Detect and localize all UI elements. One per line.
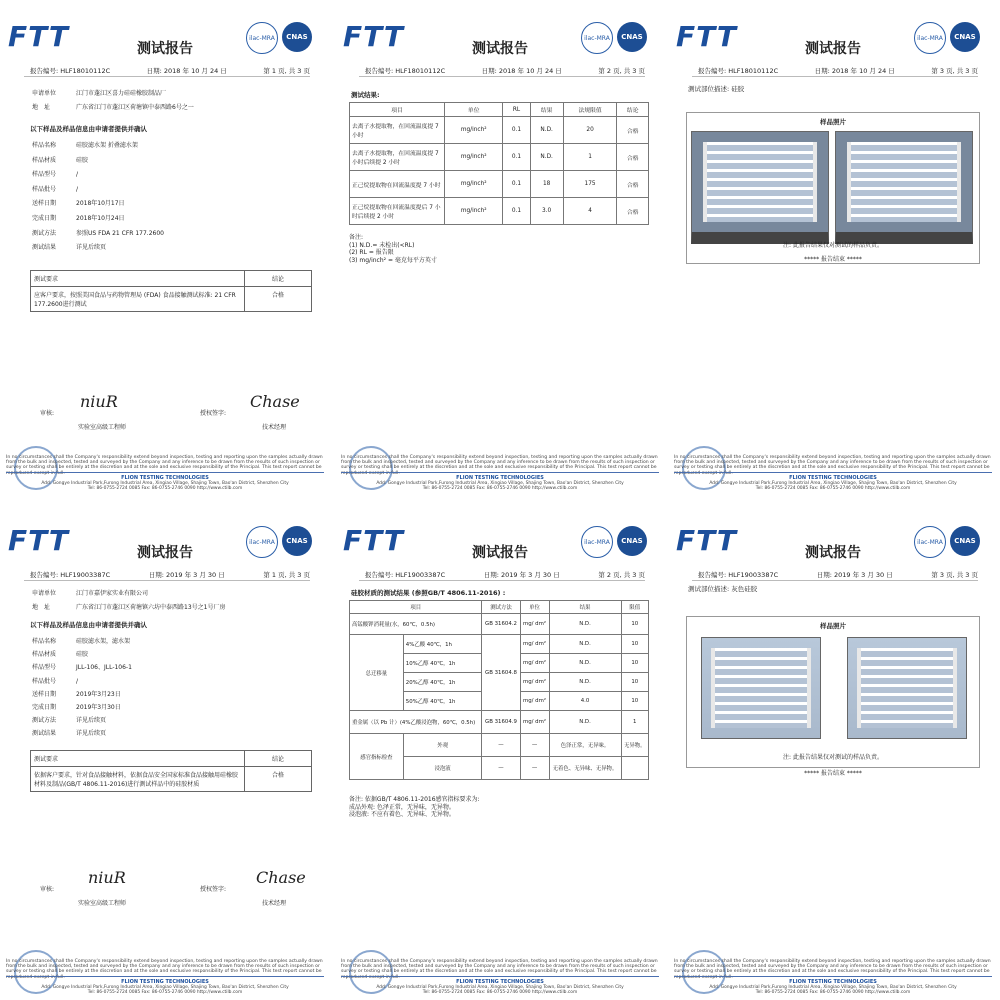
info-label: 送样日期 (32, 690, 57, 698)
table-cell: mg/ dm² (520, 635, 549, 654)
info-row (32, 649, 88, 658)
info-label: 送样日期 (32, 200, 57, 208)
table-cell: N.D. (549, 635, 621, 654)
table-cell: 10 (621, 635, 649, 654)
table-cell: 10%乙醇 40℃，1h (403, 654, 482, 673)
page-title: 测试报告 (137, 545, 193, 561)
conclusion-header: 结论 (245, 751, 312, 767)
info-label: 样品型号 (32, 664, 57, 672)
photo-title: 样品照片 (820, 118, 846, 126)
accreditation-marks (246, 22, 312, 54)
column-header: 单位 (520, 601, 549, 614)
table-cell: mg/ dm² (520, 692, 549, 711)
sample-photo-1 (701, 637, 821, 739)
table-cell: mg/inch² (445, 117, 503, 144)
table-row (350, 117, 649, 144)
company-contact: Tel: 86-0755-2724 0085 Fax: 86-0755-2746 0090 http://www.ctilb.com (422, 990, 578, 995)
company-name: FLION TESTING TECHNOLOGIES (121, 475, 209, 481)
info-value: 2018年10月24日 (76, 215, 125, 222)
report-meta (698, 570, 978, 579)
table-cell: N.D. (549, 654, 621, 673)
reviewer-signature: niuR (80, 392, 118, 411)
table-cell: 高锰酸钾消耗量(水，60℃，0.5h) (350, 614, 482, 635)
table-cell: 1 (621, 711, 649, 734)
table-cell: 正己烷提取物在回流温度提后 7 小时后续提 2 小时 (350, 198, 445, 225)
company-address: Add: Gongye Industrial Park,Furong Industrial Area, Xingiao Village, Shajing Town, Bao'an District, Shenzhen City (41, 481, 289, 486)
photo-caption: 注: 此报告结果仅对测试的样品负责。 (783, 242, 883, 249)
info-label: 样品名称 (32, 638, 57, 645)
info-value: 详见后续页 (76, 244, 107, 252)
column-header: 结果 (549, 601, 621, 614)
table-row (350, 635, 649, 654)
table-cell: mg/ dm² (520, 614, 549, 635)
ftt-logo: FTT (8, 20, 69, 53)
table-cell: mg/inch² (445, 198, 503, 225)
company-address: Add: Gongye Industrial Park,Furong Industrial Area, Xingiao Village, Shajing Town, Bao'an District, Shenzhen City (376, 481, 624, 486)
ftt-logo: FTT (8, 524, 69, 557)
column-header: 法规限值 (563, 103, 617, 117)
test-part: 测试部位描述: 硅胶 (688, 85, 745, 93)
info-value: 硅胶滤水架 折叠滤水架 (76, 142, 138, 149)
report-date: 日期: 2019 年 3 月 30 日 (483, 571, 560, 579)
table-cell: — (482, 757, 520, 780)
company-contact: Tel: 86-0755-2724 0085 Fax: 86-0755-2746 0090 http://www.ctilb.com (755, 486, 911, 491)
page-title: 测试报告 (472, 41, 528, 57)
table-cell: GB 31604.9 (482, 711, 520, 734)
report-meta (365, 66, 645, 75)
info-label: 完成日期 (32, 704, 57, 711)
address-row (32, 102, 194, 111)
section-heading: 以下样品及样品信息由申请者提供并确认 (30, 125, 147, 133)
info-row (32, 715, 106, 724)
divider (359, 76, 645, 77)
info-value: 详见后续页 (76, 717, 107, 725)
page-number: 第 3 页, 共 3 页 (931, 67, 978, 75)
address-value: 广东省江门市蓬江区荷塘镇六坊中泰西路13号之1号厂房 (76, 604, 226, 611)
requirement-table (30, 270, 312, 312)
notes (349, 234, 437, 264)
page-number: 第 3 页, 共 3 页 (931, 571, 978, 579)
column-header: RL (503, 103, 530, 117)
info-value: / (76, 171, 79, 179)
page-number: 第 2 页, 共 3 页 (598, 67, 645, 75)
note-line: 备注: 依据GB/T 4806.11-2016感官指标要求为: (349, 796, 480, 803)
column-header: 结果 (530, 103, 563, 117)
req-header: 测试要求 (31, 271, 245, 287)
info-row (32, 636, 130, 645)
info-label: 测试结果 (32, 730, 57, 738)
ftt-logo: FTT (343, 524, 404, 557)
accreditation-marks (914, 526, 980, 558)
applicant-row (32, 88, 166, 97)
applicant-label: 申请单位 (32, 590, 57, 597)
company-name: FLION TESTING TECHNOLOGIES (456, 979, 544, 985)
footer-bar (674, 472, 992, 491)
sensory-label: 感官指标检查 (350, 734, 404, 780)
info-value: 2019年3月30日 (76, 704, 121, 711)
table-cell: 10 (621, 692, 649, 711)
applicant-value: 江门市嘉伊家实业有限公司 (76, 590, 149, 597)
info-row (32, 198, 125, 207)
table-cell: mg/ dm² (520, 673, 549, 692)
company-contact: Tel: 86-0755-2724 0085 Fax: 86-0755-2746 0090 http://www.ctilb.com (87, 990, 243, 995)
footer-bar (341, 472, 659, 491)
report-date: 日期: 2019 年 3 月 30 日 (148, 571, 225, 579)
ftt-logo: FTT (676, 524, 737, 557)
table-cell: 20 (563, 117, 617, 144)
migration-label: 总迁移量 (350, 635, 404, 711)
table-cell: 4%乙酸 40℃，1h (403, 635, 482, 654)
table-cell: 合格 (617, 198, 649, 225)
info-row (32, 662, 132, 671)
section-heading: 硅胶材质的测试结果 (参照GB/T 4806.11-2016) : (351, 589, 506, 597)
page-number: 第 1 页, 共 3 页 (263, 571, 310, 579)
page-number: 第 1 页, 共 3 页 (263, 67, 310, 75)
info-label: 样品材质 (32, 156, 57, 164)
report-page-2 (335, 0, 665, 496)
cnas-icon: CNAS (617, 22, 647, 52)
table-cell: 合格 (617, 171, 649, 198)
report-date: 日期: 2018 年 10 月 24 日 (814, 67, 895, 75)
address-row (32, 602, 225, 611)
address-label: 地 址 (32, 604, 51, 611)
report-number: 报告编号: HLF18010112C (30, 67, 111, 75)
table-cell: 重金属（以 Pb 计）(4%乙酸浸泡物，60℃，0.5h) (350, 711, 482, 734)
report-meta (698, 66, 978, 75)
authorized-signature: Chase (256, 868, 306, 887)
info-row (32, 676, 78, 685)
company-name: FLION TESTING TECHNOLOGIES (456, 475, 544, 481)
ilac-mra-icon: ilac-MRA (246, 526, 278, 558)
company-contact: Tel: 86-0755-2724 0085 Fax: 86-0755-2746 0090 http://www.ctilb.com (87, 486, 243, 491)
divider (24, 76, 310, 77)
table-cell: 20%乙醇 40℃，1h (403, 673, 482, 692)
footer-bar (6, 472, 324, 491)
accreditation-marks (581, 526, 647, 558)
photo-frame (686, 616, 980, 768)
results-table (349, 600, 649, 780)
info-value: 参照US FDA 21 CFR 177.2600 (76, 229, 164, 237)
footer-bar (341, 976, 659, 995)
ilac-mra-icon: ilac-MRA (914, 22, 946, 54)
results-table (349, 102, 649, 225)
footer-bar (6, 976, 324, 995)
column-header: 结论 (617, 103, 649, 117)
cnas-icon: CNAS (950, 526, 980, 556)
note-line: (3) mg/inch² = 毫克每平方英寸 (349, 256, 437, 264)
table-row (350, 198, 649, 225)
report-date: 日期: 2019 年 3 月 30 日 (816, 571, 893, 579)
table-cell: 合格 (617, 144, 649, 171)
company-name: FLION TESTING TECHNOLOGIES (121, 979, 209, 985)
cnas-icon: CNAS (617, 526, 647, 556)
table-cell: 10 (621, 673, 649, 692)
info-row (32, 242, 106, 251)
table-cell: 0.1 (503, 198, 530, 225)
note-line: (1) N.D.= 未检出(<RL) (349, 241, 415, 249)
info-value: 硅胶 (76, 651, 89, 659)
report-end: ***** 报告结束 ***** (804, 770, 862, 777)
report-number: 报告编号: HLF19003387C (365, 571, 446, 579)
info-label: 测试结果 (32, 244, 57, 252)
table-cell (621, 757, 649, 780)
migration-method: GB 31604.8 (482, 635, 520, 711)
reviewer-label: 审核: (40, 410, 55, 417)
disclaimer: In no circumstances shall the Company's responsibility extend beyond inspection, testing and reporting upon the samples actually drawn from the bulk and inspected, tested and surveyed by the Company and any inference to be drawn from the results of such inspection or survey or testing shall be entirely at the discretion and at the sole and exclusive responsibility of the Principal. This test report cannot be reproduced except in full. (6, 958, 323, 980)
table-cell: 合格 (617, 117, 649, 144)
info-value: 2018年10月17日 (76, 200, 125, 208)
section-heading: 测试结果: (351, 91, 380, 99)
info-row (32, 689, 121, 698)
ilac-mra-icon: ilac-MRA (914, 526, 946, 558)
cnas-icon: CNAS (282, 22, 312, 52)
conclusion-header: 结论 (245, 271, 312, 287)
info-value: 详见后续页 (76, 730, 107, 738)
table-cell: — (520, 734, 549, 757)
table-cell: 4 (563, 198, 617, 225)
table-cell: N.D. (549, 614, 621, 635)
table-cell: 色泽正常，无异味。 (549, 734, 621, 757)
info-row (32, 140, 138, 149)
authorized-role: 技术经理 (262, 424, 287, 431)
sample-photo-2 (835, 131, 973, 244)
requirement-text: 应客户要求，按照美国食品与药物管理局 (FDA) 食品接触测试标准: 21 CFR 177.2600进行测试 (31, 287, 245, 312)
table-cell: 18 (530, 171, 563, 198)
disclaimer: In no circumstances shall the Company's responsibility extend beyond inspection, testing and reporting upon the samples actually drawn from the bulk and inspected, tested and surveyed by the Company and any inference to be drawn from the results of such inspection or survey or testing shall be entirely at the discretion and at the sole and exclusive responsibility of the Principal. This test report cannot be reproduced except in full. (674, 958, 991, 980)
info-label: 样品批号 (32, 185, 57, 193)
divider (359, 580, 645, 581)
info-label: 测试方法 (32, 229, 57, 237)
report-meta (30, 66, 310, 75)
table-cell: 50%乙醇 40℃，1h (403, 692, 482, 711)
conclusion-value: 合格 (245, 287, 312, 312)
divider (692, 76, 978, 77)
reviewer-label: 审核: (40, 886, 55, 893)
table-cell: GB 31604.2 (482, 614, 520, 635)
table-cell: 3.0 (530, 198, 563, 225)
company-address: Add: Gongye Industrial Park,Furong Industrial Area, Xingiao Village, Shajing Town, Bao'an District, Shenzhen City (709, 985, 957, 990)
table-cell: 175 (563, 171, 617, 198)
divider (692, 580, 978, 581)
table-cell: 0.1 (503, 171, 530, 198)
table-cell: 无着色、无异味、无异物。 (549, 757, 621, 780)
table-row (350, 711, 649, 734)
footer-bar (674, 976, 992, 995)
ftt-logo: FTT (676, 20, 737, 53)
table-cell: — (482, 734, 520, 757)
sample-photo-2 (847, 637, 967, 739)
accreditation-marks (581, 22, 647, 54)
table-cell: 去离子水提取物，在回流温度提 7 小时后续提 2 小时 (350, 144, 445, 171)
info-row (32, 213, 125, 222)
column-header: 项目 (350, 601, 482, 614)
table-cell: 0.1 (503, 117, 530, 144)
address-label: 地 址 (32, 104, 51, 111)
company-address: Add: Gongye Industrial Park,Furong Industrial Area, Xingiao Village, Shajing Town, Bao'an District, Shenzhen City (709, 481, 957, 486)
column-header: 测试方法 (482, 601, 520, 614)
table-cell: mg/inch² (445, 171, 503, 198)
table-cell: 无异物。 (621, 734, 649, 757)
authorized-label: 授权签字: (200, 886, 227, 893)
table-cell: N.D. (549, 673, 621, 692)
report-meta (30, 570, 310, 579)
report-page-4 (0, 504, 330, 1000)
company-contact: Tel: 86-0755-2724 0085 Fax: 86-0755-2746 0090 http://www.ctilb.com (422, 486, 578, 491)
table-cell: mg/inch² (445, 144, 503, 171)
cnas-icon: CNAS (950, 22, 980, 52)
reviewer-role: 实验室高级工程师 (78, 424, 127, 431)
page-title: 测试报告 (472, 545, 528, 561)
report-date: 日期: 2018 年 10 月 24 日 (481, 67, 562, 75)
info-row (32, 228, 164, 237)
authorized-role: 技术经理 (262, 900, 287, 907)
divider (24, 580, 310, 581)
info-value: / (76, 677, 79, 685)
notes (349, 796, 480, 819)
table-cell: 0.1 (503, 144, 530, 171)
applicant-row (32, 588, 148, 597)
table-row (350, 171, 649, 198)
page-title: 测试报告 (805, 545, 861, 561)
table-cell: 浸泡液 (403, 757, 482, 780)
info-row (32, 169, 78, 178)
ilac-mra-icon: ilac-MRA (581, 22, 613, 54)
table-cell: N.D. (530, 117, 563, 144)
accreditation-marks (914, 22, 980, 54)
report-meta (365, 570, 645, 579)
info-label: 样品批号 (32, 677, 57, 685)
page-title: 测试报告 (137, 41, 193, 57)
authorized-signature: Chase (250, 392, 300, 411)
note-line: 成品外观: 色泽正常，无异味，无异物。 (349, 803, 455, 811)
report-page-3 (668, 0, 998, 496)
ilac-mra-icon: ilac-MRA (246, 22, 278, 54)
cnas-icon: CNAS (282, 526, 312, 556)
company-address: Add: Gongye Industrial Park,Furong Industrial Area, Xingiao Village, Shajing Town, Bao'an District, Shenzhen City (376, 985, 624, 990)
table-cell: N.D. (530, 144, 563, 171)
report-number: 报告编号: HLF18010112C (698, 67, 779, 75)
report-date: 日期: 2018 年 10 月 24 日 (146, 67, 227, 75)
info-row (32, 702, 121, 711)
table-cell: mg/ dm² (520, 654, 549, 673)
sample-photo-1 (691, 131, 829, 244)
requirement-table (30, 750, 312, 792)
photo-title: 样品照片 (820, 622, 846, 630)
info-row (32, 728, 106, 737)
applicant-label: 申请单位 (32, 90, 57, 97)
info-label: 样品材质 (32, 651, 57, 659)
report-end: ***** 报告结束 ***** (804, 256, 862, 263)
table-cell: 10 (621, 654, 649, 673)
reviewer-role: 实验室高级工程师 (78, 900, 127, 907)
conclusion-value: 合格 (245, 767, 312, 792)
ilac-mra-icon: ilac-MRA (581, 526, 613, 558)
table-cell: 4.0 (549, 692, 621, 711)
info-label: 完成日期 (32, 215, 57, 222)
company-contact: Tel: 86-0755-2724 0085 Fax: 86-0755-2746 0090 http://www.ctilb.com (755, 990, 911, 995)
info-label: 样品名称 (32, 142, 57, 149)
table-row (350, 144, 649, 171)
table-cell: — (520, 757, 549, 780)
table-cell: 10 (621, 614, 649, 635)
disclaimer: In no circumstances shall the Company's responsibility extend beyond inspection, testing and reporting upon the samples actually drawn from the bulk and inspected, tested and surveyed by the Company and any inference to be drawn from the results of such inspection or survey or testing shall be entirely at the discretion and at the sole and exclusive responsibility of the Principal. This test report cannot be reproduced except in full. (341, 958, 658, 980)
test-part: 测试部位描述: 灰色硅胶 (688, 585, 758, 593)
accreditation-marks (246, 526, 312, 558)
disclaimer: In no circumstances shall the Company's responsibility extend beyond inspection, testing and reporting upon the samples actually drawn from the bulk and inspected, tested and surveyed by the Company and any inference to be drawn from the results of such inspection or survey or testing shall be entirely at the discretion and at the sole and exclusive responsibility of the Principal. This test report cannot be reproduced except in full. (6, 454, 323, 476)
disclaimer: In no circumstances shall the Company's responsibility extend beyond inspection, testing and reporting upon the samples actually drawn from the bulk and inspected, tested and surveyed by the Company and any inference to be drawn from the results of such inspection or survey or testing shall be entirely at the discretion and at the sole and exclusive responsibility of the Principal. This test report cannot be reproduced except in full. (341, 454, 658, 476)
table-row (350, 614, 649, 635)
authorized-label: 授权签字: (200, 410, 227, 417)
note-line: (2) RL = 报告限 (349, 249, 394, 256)
photo-caption: 注: 此报告结果仅对测试的样品负责。 (783, 754, 883, 761)
info-row (32, 155, 88, 164)
table-cell: 去离子水提取物，在回流温度提 7 小时 (350, 117, 445, 144)
company-name: FLION TESTING TECHNOLOGIES (789, 979, 877, 985)
ftt-logo: FTT (343, 20, 404, 53)
applicant-value: 江门市蓬江区喜力硅硅橡胶制品厂 (76, 90, 167, 97)
info-value: / (76, 185, 79, 193)
table-cell: mg/ dm² (520, 711, 549, 734)
table-cell: N.D. (549, 711, 621, 734)
report-number: 报告编号: HLF19003387C (30, 571, 111, 579)
info-label: 测试方法 (32, 717, 57, 725)
column-header: 单位 (445, 103, 503, 117)
address-value: 广东省江门市蓬江区荷塘镇中泰西路6号之一 (76, 104, 194, 111)
info-value: 2019年3月23日 (76, 690, 121, 698)
reviewer-signature: niuR (88, 868, 126, 887)
column-header: 项目 (350, 103, 445, 117)
table-cell: 外观 (403, 734, 482, 757)
info-label: 样品型号 (32, 171, 57, 179)
header-row (350, 601, 649, 614)
report-page-6 (668, 504, 998, 1000)
column-header: 限值 (621, 601, 649, 614)
info-value: JLL-106、JLL-106-1 (76, 664, 132, 672)
req-header: 测试要求 (31, 751, 245, 767)
table-row (350, 734, 649, 757)
company-name: FLION TESTING TECHNOLOGIES (789, 475, 877, 481)
company-address: Add: Gongye Industrial Park,Furong Industrial Area, Xingiao Village, Shajing Town, Bao'an District, Shenzhen City (41, 985, 289, 990)
report-number: 报告编号: HLF19003387C (698, 571, 779, 579)
info-row (32, 184, 78, 193)
info-value: 硅胶滤水架，滤水架 (76, 638, 131, 645)
section-heading: 以下样品及样品信息由申请者提供并确认 (30, 621, 147, 629)
note-line: 备注: (349, 234, 364, 241)
table-cell: 正己烷提取物在回流温度提 7 小时 (350, 171, 445, 198)
report-page-1 (0, 0, 330, 496)
info-value: 硅胶 (76, 156, 89, 164)
report-number: 报告编号: HLF18010112C (365, 67, 446, 75)
disclaimer: In no circumstances shall the Company's responsibility extend beyond inspection, testing and reporting upon the samples actually drawn from the bulk and inspected, tested and surveyed by the Company and any inference to be drawn from the results of such inspection or survey or testing shall be entirely at the discretion and at the sole and exclusive responsibility of the Principal. This test report cannot be reproduced except in full. (674, 454, 991, 476)
page-number: 第 2 页, 共 3 页 (598, 571, 645, 579)
page-title: 测试报告 (805, 41, 861, 57)
report-page-5 (335, 504, 665, 1000)
table-cell: 1 (563, 144, 617, 171)
note-line: 浸泡液: 不应有着色、无异味、无异物。 (349, 811, 455, 818)
requirement-text: 依据客户要求，针对食品接触材料，依据食品安全国家标准食品接触用硅橡胶材料及制品(GB/T 4806.11-2016)进行测试样品中的硅胶材质 (31, 767, 245, 792)
